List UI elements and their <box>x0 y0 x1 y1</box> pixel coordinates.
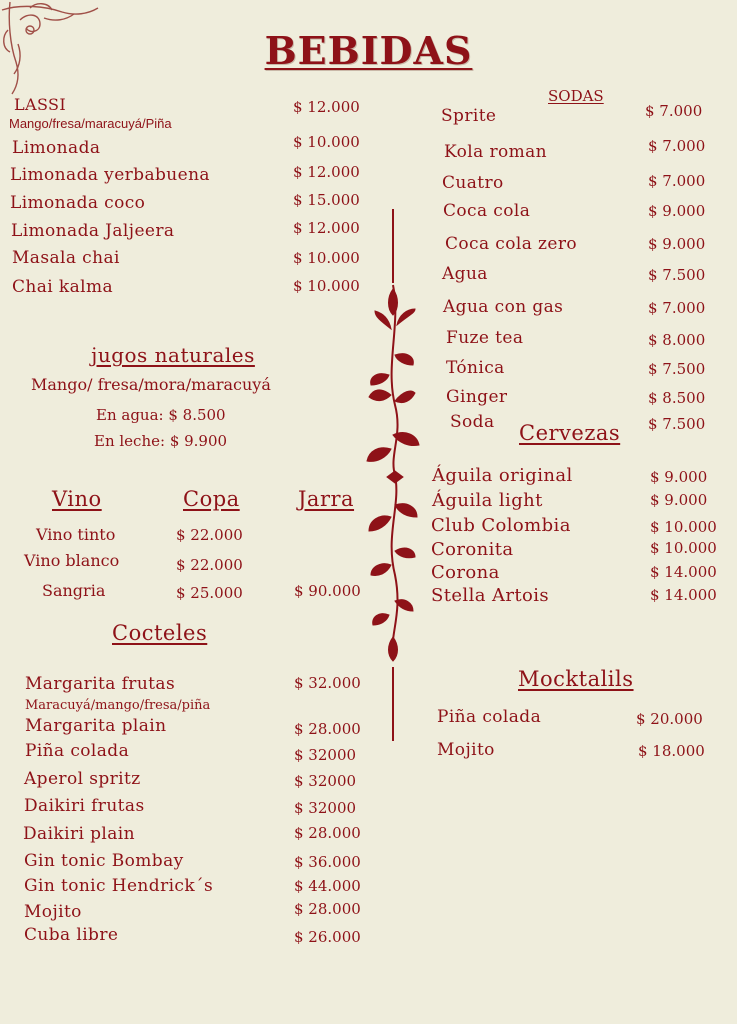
jugos-agua: En agua: $ 8.500 <box>96 406 226 424</box>
soda-name: Sprite <box>441 106 497 126</box>
cocktail-name: Margarita plain <box>25 716 167 736</box>
cocktail-price: $ 26.000 <box>294 928 361 946</box>
mocktails-heading: Mocktalils <box>518 667 634 691</box>
soda-price: $ 7.500 <box>648 266 706 284</box>
cocktail-price: $ 28.000 <box>294 824 361 842</box>
vino-copa-price: $ 25.000 <box>176 584 243 602</box>
menu-title: BEBIDAS <box>264 28 473 73</box>
drink-name: Limonada Jaljeera <box>11 221 175 241</box>
cocktail-name: Aperol spritz <box>24 769 141 789</box>
beer-price: $ 14.000 <box>650 563 717 581</box>
cocktail-name: Margarita frutas <box>25 674 176 694</box>
soda-price: $ 7.000 <box>645 102 703 120</box>
beer-price: $ 9.000 <box>650 491 708 509</box>
cocktail-name: Gin tonic Hendrick´s <box>24 876 214 896</box>
soda-price: $ 7.500 <box>648 415 706 433</box>
copa-header: Copa <box>183 487 240 511</box>
vino-name: Vino blanco <box>24 551 120 570</box>
soda-price: $ 8.500 <box>648 389 706 407</box>
beer-price: $ 14.000 <box>650 586 717 604</box>
soda-name: Fuze tea <box>446 328 524 348</box>
drink-name: Limonada coco <box>10 193 146 213</box>
cocktail-price: $ 44.000 <box>294 877 361 895</box>
cervezas-heading: Cervezas <box>519 421 621 445</box>
beer-price: $ 10.000 <box>650 518 717 536</box>
drink-price: $ 12.000 <box>293 219 360 237</box>
drink-price: $ 12.000 <box>293 163 360 181</box>
beer-name: Águila light <box>432 490 543 511</box>
cocktail-name: Cuba libre <box>24 925 119 945</box>
jugos-leche: En leche: $ 9.900 <box>94 432 228 450</box>
soda-name: Soda <box>450 412 495 432</box>
vino-header: Vino <box>52 487 102 511</box>
sodas-heading: SODAS <box>548 87 604 105</box>
cocktail-name: Daikiri plain <box>23 824 135 844</box>
beer-name: Stella Artois <box>431 585 550 606</box>
vine-divider-ornament <box>355 205 435 745</box>
beer-price: $ 9.000 <box>650 468 708 486</box>
soda-name: Agua con gas <box>443 297 564 317</box>
cocktail-price: $ 32000 <box>294 746 357 764</box>
soda-price: $ 7.000 <box>648 172 706 190</box>
mocktail-name: Mojito <box>437 740 495 760</box>
beer-price: $ 10.000 <box>650 539 717 557</box>
cocktail-name: Piña colada <box>25 741 130 761</box>
cocktail-name: Daikiri frutas <box>24 796 145 816</box>
cocktail-price: $ 28.000 <box>294 720 361 738</box>
jarra-header: Jarra <box>298 487 355 511</box>
drink-price: $ 10.000 <box>293 133 360 151</box>
beer-name: Águila original <box>432 465 573 486</box>
soda-name: Coca cola zero <box>445 234 578 254</box>
jugos-flavors: Mango/ fresa/mora/maracuyá <box>31 375 271 394</box>
soda-price: $ 7.000 <box>648 137 706 155</box>
soda-name: Kola roman <box>444 142 548 162</box>
soda-name: Tónica <box>446 358 505 378</box>
cocktail-price: $ 32000 <box>294 799 357 817</box>
vino-jarra-price: $ 90.000 <box>294 582 361 600</box>
drink-name: Limonada yerbabuena <box>10 165 210 185</box>
vino-name: Vino tinto <box>36 525 116 544</box>
soda-price: $ 9.000 <box>648 235 706 253</box>
cocktail-price: $ 32000 <box>294 772 357 790</box>
beer-name: Club Colombia <box>431 515 571 536</box>
soda-price: $ 9.000 <box>648 202 706 220</box>
soda-price: $ 7.000 <box>648 299 706 317</box>
beer-name: Corona <box>431 562 500 583</box>
cocktail-price: $ 32.000 <box>294 674 361 692</box>
vino-copa-price: $ 22.000 <box>176 526 243 544</box>
drink-name: Chai kalma <box>12 277 114 297</box>
cocktail-name: Gin tonic Bombay <box>24 851 184 871</box>
soda-name: Agua <box>442 264 488 284</box>
soda-name: Ginger <box>446 387 508 407</box>
vino-name: Sangria <box>42 581 106 600</box>
drink-name: Masala chai <box>12 248 120 268</box>
drink-price: $ 15.000 <box>293 191 360 209</box>
mocktail-price: $ 20.000 <box>636 710 703 728</box>
drink-name: LASSI <box>14 95 67 114</box>
soda-name: Coca cola <box>443 201 531 221</box>
mocktail-name: Piña colada <box>437 707 542 727</box>
vino-copa-price: $ 22.000 <box>176 556 243 574</box>
cocktail-name: Mojito <box>24 902 82 922</box>
cocktail-price: $ 28.000 <box>294 900 361 918</box>
beer-name: Coronita <box>431 539 514 560</box>
drink-note: Mango/fresa/maracuyá/Piña <box>9 116 172 131</box>
drink-price: $ 10.000 <box>293 277 360 295</box>
jugos-heading: jugos naturales <box>91 343 255 367</box>
mocktail-price: $ 18.000 <box>638 742 705 760</box>
drink-name: Limonada <box>12 138 101 158</box>
soda-price: $ 8.000 <box>648 331 706 349</box>
soda-name: Cuatro <box>442 173 504 193</box>
soda-price: $ 7.500 <box>648 360 706 378</box>
drink-price: $ 10.000 <box>293 249 360 267</box>
cocteles-heading: Cocteles <box>112 621 208 645</box>
drink-price: $ 12.000 <box>293 98 360 116</box>
cocktail-price: $ 36.000 <box>294 853 361 871</box>
cocktail-note: Maracuyá/mango/fresa/piña <box>25 698 211 713</box>
